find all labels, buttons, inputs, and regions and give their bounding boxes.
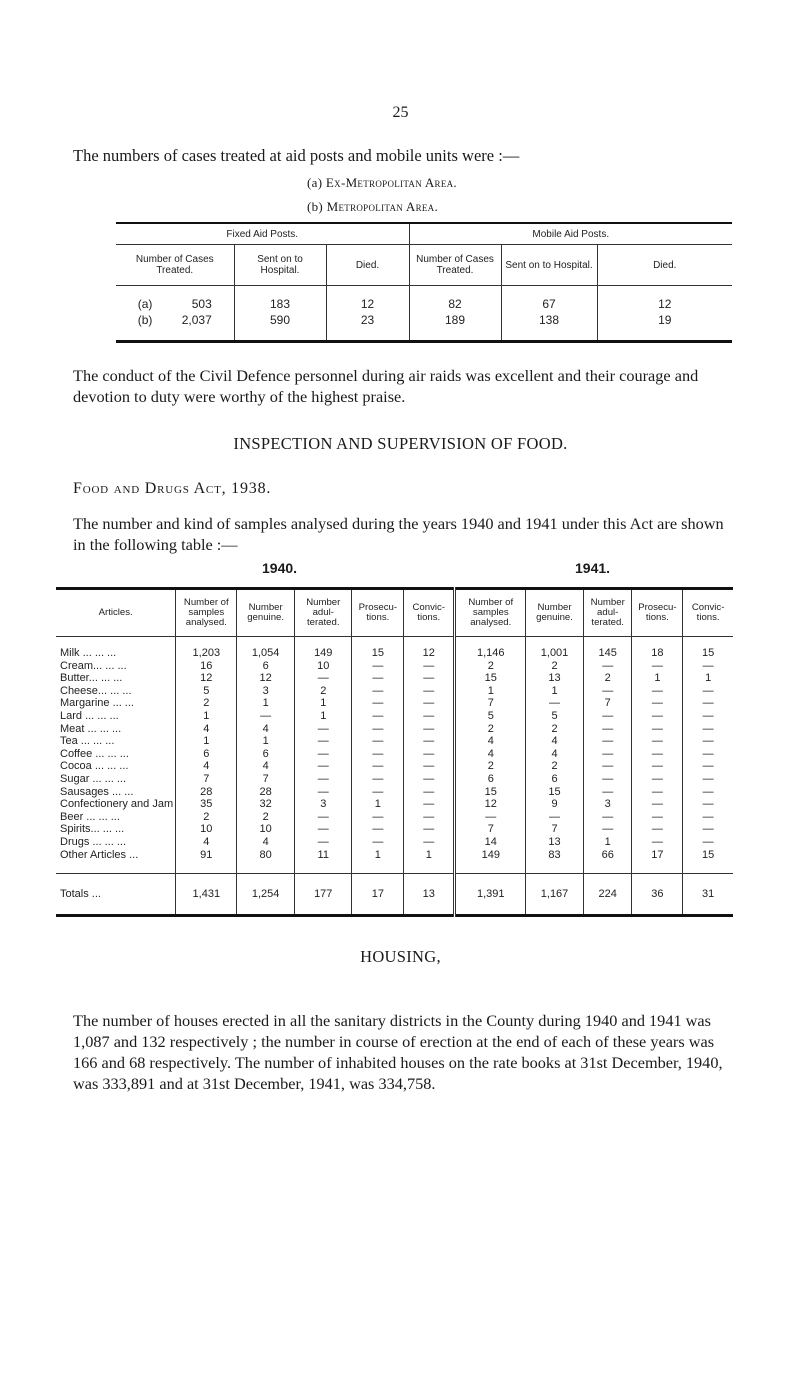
header-sent-to-hospital: Sent on to Hospital.: [501, 245, 597, 286]
table-cell: 32: [237, 798, 295, 811]
table-cell: 10: [176, 823, 237, 836]
table-row: [56, 637, 733, 660]
table-cell: 224: [583, 874, 632, 916]
article-name: Beer ... ... ...: [60, 810, 120, 823]
article-name: Spirits... ... ...: [60, 823, 125, 836]
table-cell: —: [683, 710, 733, 723]
table-cell: 2: [455, 660, 526, 673]
table-cell: 17: [632, 849, 683, 874]
table-cell: 13: [526, 672, 584, 685]
table-cell: —: [632, 748, 683, 761]
article-name: Margarine ... ...: [60, 697, 134, 710]
table-cell: —: [404, 672, 455, 685]
header-adulterated-1940: Number adul- terated.: [295, 589, 352, 637]
table-cell: —: [295, 723, 352, 736]
table-cell: 6: [176, 748, 237, 761]
table-cell: —: [632, 735, 683, 748]
table-cell: 15: [352, 637, 404, 660]
table-cell: 2: [526, 760, 584, 773]
table-cell: —: [295, 760, 352, 773]
table-cell: 83: [526, 849, 584, 874]
table-cell: —: [404, 760, 455, 773]
table-cell: —: [352, 823, 404, 836]
table-cell: —: [237, 710, 295, 723]
table-row: [56, 748, 733, 761]
table-cell: —: [632, 786, 683, 799]
table-cell: —: [295, 735, 352, 748]
table-cell: —: [683, 685, 733, 698]
samples-paragraph: The number and kind of samples analysed during the years 1940 and 1941 under this Act are shown in the following table :—: [73, 514, 724, 554]
table-row: [56, 849, 733, 874]
table-cell: —: [583, 723, 632, 736]
table-cell: —: [352, 723, 404, 736]
article-name: Sausages ... ...: [60, 785, 134, 798]
table-cell: 15: [683, 849, 733, 874]
table-cell: 36: [632, 874, 683, 916]
table-cell: —: [583, 748, 632, 761]
table-cell: —: [683, 823, 733, 836]
table-cell: 11: [295, 849, 352, 874]
table-cell: 31: [683, 874, 733, 916]
table-cell: —: [352, 735, 404, 748]
header-cases-treated: Number of Cases Treated.: [116, 245, 234, 286]
table-cell: 4: [237, 760, 295, 773]
table-cell: 1,167: [526, 874, 584, 916]
table-cell: 28: [237, 786, 295, 799]
table-cell: 2: [176, 811, 237, 824]
table-cell: —: [404, 786, 455, 799]
table-cell: 7: [583, 697, 632, 710]
table-cell: 1: [295, 697, 352, 710]
article-name: Totals ...: [56, 874, 176, 916]
table-cell: 35: [176, 798, 237, 811]
article-name: Milk ... ... ...: [60, 647, 117, 659]
table-cell: 13: [404, 874, 455, 916]
table-cell: 6: [237, 660, 295, 673]
table-cell: —: [352, 773, 404, 786]
table-cell: —: [683, 773, 733, 786]
table-cell: —: [352, 786, 404, 799]
table-row: [56, 836, 733, 849]
housing-paragraph: The number of houses erected in all the sanitary districts in the County during 1940 and 1941 was 1,087 and 132 respectively ; the number in course of erection at the end of each of these years was 166 and 68 respectively. The number of inhabited houses on the rate books at 31st December, 1940, was 333,891 and at 31st December, 1941, was 334,758.: [73, 1011, 723, 1093]
header-analysed-1941: Number of samples analysed.: [455, 589, 526, 637]
table-row: [56, 723, 733, 736]
table-row: [56, 786, 733, 799]
area-b-label: (b) Metropolitan Area.: [307, 199, 439, 214]
table-row: [56, 685, 733, 698]
table-cell: —: [683, 760, 733, 773]
table-cell: 18: [632, 637, 683, 660]
table-cell: 4: [176, 760, 237, 773]
table-cell: 177: [295, 874, 352, 916]
article-name: Sugar ... ... ...: [60, 772, 127, 785]
table-cell: —: [683, 798, 733, 811]
act-heading: Food and Drugs Act, 1938.: [73, 480, 272, 497]
table-cell: —: [295, 672, 352, 685]
article-name: Butter... ... ...: [60, 672, 123, 685]
table-cell: —: [352, 660, 404, 673]
table-cell: 149: [455, 849, 526, 874]
table-cell: 1,391: [455, 874, 526, 916]
page-number: 25: [392, 104, 409, 121]
table-cell: 4: [237, 836, 295, 849]
table-cell: 1,431: [176, 874, 237, 916]
table-cell: 16: [176, 660, 237, 673]
table-cell: —: [295, 748, 352, 761]
inspection-heading: INSPECTION AND SUPERVISION OF FOOD.: [233, 434, 568, 453]
table-cell: —: [583, 685, 632, 698]
table-cell: 1: [237, 697, 295, 710]
table-cell: 17: [352, 874, 404, 916]
table-cell: —: [583, 735, 632, 748]
table-cell: 149: [295, 637, 352, 660]
table-cell: 14: [455, 836, 526, 849]
header-prosecutions-1940: Prosecu- tions.: [352, 589, 404, 637]
header-articles: Articles.: [56, 589, 176, 637]
table-cell: 2: [176, 697, 237, 710]
table-cell: 145: [583, 637, 632, 660]
table-cell: 12: [404, 637, 455, 660]
header-cases-treated: Number of Cases Treated.: [409, 245, 501, 286]
header-prosecutions-1941: Prosecu- tions.: [632, 589, 683, 637]
table-row: [56, 798, 733, 811]
food-samples-table: [56, 587, 733, 917]
table-cell: 5: [455, 710, 526, 723]
table-cell: —: [583, 823, 632, 836]
table-cell: —: [352, 836, 404, 849]
table-row: [56, 773, 733, 786]
table-cell: 7: [526, 823, 584, 836]
table-cell: 7: [176, 773, 237, 786]
table-cell: —: [404, 748, 455, 761]
table-row: [56, 760, 733, 773]
table-cell: —: [632, 685, 683, 698]
table-cell: 6: [237, 748, 295, 761]
table-cell: —: [683, 811, 733, 824]
table-cell: —: [526, 811, 584, 824]
table-cell: 15: [526, 786, 584, 799]
header-genuine-1940: Number genuine.: [237, 589, 295, 637]
table-cell: —: [526, 697, 584, 710]
table-cell: —: [632, 798, 683, 811]
table-cell: 4: [526, 735, 584, 748]
table-cell: —: [352, 697, 404, 710]
table-cell: —: [632, 660, 683, 673]
year-1940-label: 1940.: [262, 560, 298, 576]
table-cell: 91: [176, 849, 237, 874]
table-cell: 15: [455, 672, 526, 685]
table-cell: —: [683, 723, 733, 736]
table-cell: —: [632, 773, 683, 786]
table-row: [56, 672, 733, 685]
table-cell: —: [632, 836, 683, 849]
table-cell: —: [295, 811, 352, 824]
table-cell: —: [352, 710, 404, 723]
table-cell: 1: [583, 836, 632, 849]
table-cell: 2: [455, 723, 526, 736]
table-row: [56, 811, 733, 824]
table-cell: 7: [455, 823, 526, 836]
table-cell: 4: [237, 723, 295, 736]
article-name: Meat ... ... ...: [60, 722, 122, 735]
table-cell: —: [683, 735, 733, 748]
housing-heading: HOUSING,: [360, 947, 441, 966]
table-cell: —: [404, 798, 455, 811]
article-name: Cheese... ... ...: [60, 684, 132, 697]
table-cell: 2: [455, 760, 526, 773]
table-cell: —: [352, 760, 404, 773]
article-name: Lard ... ... ...: [60, 709, 119, 722]
table-cell: 1: [352, 798, 404, 811]
area-a-label: (a) Ex-Metropolitan Area.: [307, 175, 457, 190]
table-row: [56, 697, 733, 710]
table-cell: —: [632, 710, 683, 723]
table-cell: 10: [237, 823, 295, 836]
header-died: Died.: [597, 245, 732, 286]
table-row: [56, 735, 733, 748]
table-cell: —: [583, 786, 632, 799]
table-cell: 1: [455, 685, 526, 698]
table-cell: —: [583, 773, 632, 786]
table-cell: —: [404, 723, 455, 736]
table-cell: 4: [176, 836, 237, 849]
table-cell: —: [632, 723, 683, 736]
header-sent-to-hospital: Sent on to Hospital.: [234, 245, 326, 286]
table-cell: —: [352, 811, 404, 824]
table-cell: —: [683, 697, 733, 710]
table-cell: —: [404, 660, 455, 673]
header-adulterated-1941: Number adul- terated.: [583, 589, 632, 637]
table-cell: 13: [526, 836, 584, 849]
table-cell: —: [632, 697, 683, 710]
table-cell: 12: [176, 672, 237, 685]
table-cell: —: [683, 660, 733, 673]
article-name: Tea ... ... ...: [60, 735, 115, 748]
table-cell: —: [295, 773, 352, 786]
header-convictions-1940: Convic- tions.: [404, 589, 455, 637]
table-row: [56, 660, 733, 673]
mobile-aid-posts-header: Mobile Aid Posts.: [409, 223, 732, 245]
table-cell: 1: [176, 710, 237, 723]
aid-row-a: (a) 503 183 12 82 67 12: [116, 286, 732, 313]
table-cell: —: [683, 748, 733, 761]
table-cell: —: [352, 672, 404, 685]
table-cell: —: [632, 823, 683, 836]
table-cell: 3: [583, 798, 632, 811]
intro-text: The numbers of cases treated at aid posts and mobile units were :—: [73, 146, 520, 165]
table-cell: —: [404, 823, 455, 836]
article-name: Coffee ... ... ...: [60, 747, 129, 760]
table-cell: 7: [455, 697, 526, 710]
table-cell: 1,203: [176, 637, 237, 660]
table-cell: —: [583, 811, 632, 824]
table-cell: —: [583, 660, 632, 673]
article-name: Cocoa ... ... ...: [60, 760, 129, 773]
table-cell: 2: [295, 685, 352, 698]
table-cell: 6: [526, 773, 584, 786]
table-cell: —: [404, 735, 455, 748]
table-cell: 2: [526, 723, 584, 736]
article-name: Other Articles ...: [60, 848, 139, 861]
table-cell: 3: [295, 798, 352, 811]
table-cell: —: [295, 823, 352, 836]
header-died: Died.: [326, 245, 409, 286]
food-table-body: [56, 637, 733, 916]
article-name: Drugs ... ... ...: [60, 835, 127, 848]
table-cell: 3: [237, 685, 295, 698]
table-cell: 12: [455, 798, 526, 811]
table-row: [56, 823, 733, 836]
table-cell: 1,001: [526, 637, 584, 660]
table-cell: 5: [176, 685, 237, 698]
table-cell: 5: [526, 710, 584, 723]
table-cell: —: [632, 760, 683, 773]
table-cell: 1: [526, 685, 584, 698]
table-cell: 1: [683, 672, 733, 685]
food-table-header: [56, 589, 733, 637]
table-cell: 6: [455, 773, 526, 786]
table-cell: 1: [237, 735, 295, 748]
table-cell: 1,146: [455, 637, 526, 660]
table-cell: 1,254: [237, 874, 295, 916]
table-cell: 1: [295, 710, 352, 723]
table-cell: —: [352, 685, 404, 698]
aid-row-b: (b) 2,037 590 23 189 138 19: [116, 312, 732, 342]
table-cell: 2: [237, 811, 295, 824]
table-cell: 1: [176, 735, 237, 748]
table-cell: 1: [404, 849, 455, 874]
table-cell: 4: [455, 748, 526, 761]
table-cell: 80: [237, 849, 295, 874]
table-cell: 7: [237, 773, 295, 786]
table-cell: —: [404, 685, 455, 698]
table-cell: —: [404, 773, 455, 786]
table-cell: 28: [176, 786, 237, 799]
conduct-paragraph: The conduct of the Civil Defence personnel during air raids was excellent and their courage and devotion to duty were worthy of the highest praise.: [73, 366, 699, 406]
table-cell: —: [295, 836, 352, 849]
table-cell: 10: [295, 660, 352, 673]
table-cell: 15: [683, 637, 733, 660]
header-convictions-1941: Convic- tions.: [683, 589, 733, 637]
table-cell: —: [404, 697, 455, 710]
totals-row: [56, 874, 733, 916]
table-cell: —: [404, 836, 455, 849]
table-cell: —: [404, 811, 455, 824]
table-cell: —: [683, 836, 733, 849]
table-cell: 2: [583, 672, 632, 685]
table-cell: —: [683, 786, 733, 799]
header-genuine-1941: Number genuine.: [526, 589, 584, 637]
table-cell: 2: [526, 660, 584, 673]
table-cell: 1,054: [237, 637, 295, 660]
table-cell: —: [583, 710, 632, 723]
table-cell: —: [295, 786, 352, 799]
table-cell: —: [404, 710, 455, 723]
table-row: [56, 710, 733, 723]
table-cell: 4: [526, 748, 584, 761]
table-cell: —: [632, 811, 683, 824]
table-cell: 66: [583, 849, 632, 874]
table-cell: 15: [455, 786, 526, 799]
year-1941-label: 1941.: [575, 560, 611, 576]
article-name: Cream... ... ...: [60, 659, 127, 672]
table-cell: 1: [352, 849, 404, 874]
table-cell: —: [583, 760, 632, 773]
table-cell: —: [455, 811, 526, 824]
aid-posts-table: [116, 222, 732, 343]
table-cell: —: [352, 748, 404, 761]
table-cell: 12: [237, 672, 295, 685]
table-cell: 4: [455, 735, 526, 748]
header-analysed-1940: Number of samples analysed.: [176, 589, 237, 637]
table-cell: 9: [526, 798, 584, 811]
article-name: Confectionery and Jam: [60, 798, 174, 811]
table-cell: 1: [632, 672, 683, 685]
fixed-aid-posts-header: Fixed Aid Posts.: [116, 223, 409, 245]
table-cell: 4: [176, 723, 237, 736]
